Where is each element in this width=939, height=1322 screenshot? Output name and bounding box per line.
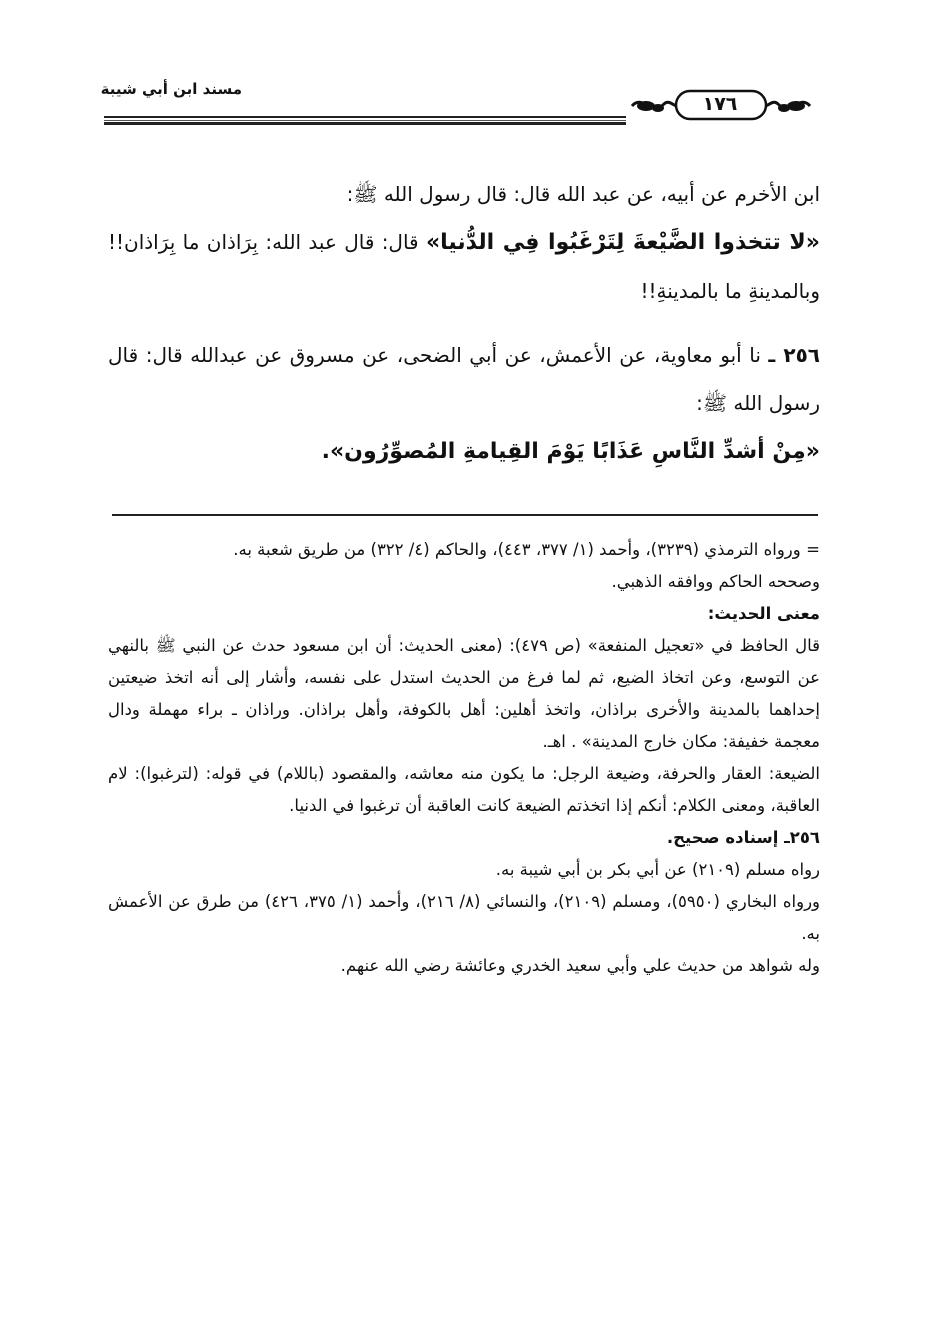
hadith-quote-2: «مِنْ أشدِّ النَّاسِ عَذَابًا يَوْمَ القِيامةِ المُصوِّرُون». <box>321 439 820 464</box>
footnote-paragraph: ورواه البخاري (٥٩٥٠)، ومسلم (٢١٠٩)، والنسائي (٨/ ٢١٦)، وأحمد (١/ ٣٧٥، ٤٢٦) من طرق عن الأعمش به. <box>108 892 821 943</box>
narration-continuation: قال: قال عبد الله: بِرَاذان ما بِرَاذان!! وبالمدينةِ ما بالمدينةِ!! <box>108 230 820 303</box>
footnotes <box>108 534 820 982</box>
main-paragraph-3 <box>108 427 820 476</box>
footnote-line: وصححه الحاكم ووافقه الذهبي. <box>611 572 820 591</box>
footnote-separator <box>112 514 818 516</box>
main-paragraph-2 <box>108 331 820 427</box>
hadith-chain: نا أبو معاوية، عن الأعمش، عن أبي الضحى، عن مسروق عن عبدالله قال: قال رسول الله ﷺ: <box>108 343 820 415</box>
main-paragraph-1 <box>108 170 820 315</box>
continuation-marker: = <box>806 540 820 559</box>
hadith-number: ٢٥٦ ـ <box>768 343 820 367</box>
chain-line: ابن الأخرم عن أبيه، عن عبد الله قال: قال رسول الله ﷺ: <box>346 182 820 206</box>
header-rule <box>104 116 626 125</box>
footnote-line: وله شواهد من حديث علي وأبي سعيد الخدري وعائشة رضي الله عنهم. <box>340 956 820 975</box>
footnote-line: = ورواه الترمذي (٣٢٣٩)، وأحمد (١/ ٣٧٧، ٤٤٣)، والحاكم (٤/ ٣٢٢) من طريق شعبة به. <box>108 534 820 566</box>
page-number: ١٧٦ <box>702 93 738 115</box>
footnote-paragraph: الضيعة: العقار والحرفة، وضيعة الرجل: ما يكون منه معاشه، والمقصود (باللام) في قوله: (لترغبوا): لام العاقبة، ومعنى الكلام: أنكم إذا اتخذتم الضيعة كانت العاقبة أن ترغبوا في الدنيا. <box>108 764 820 815</box>
hadith-quote-1: «لا تتخذوا الضَّيْعةَ لِتَرْغَبُوا فِي الدُّنيا» <box>425 230 820 255</box>
footnote-heading: معنى الحديث: <box>707 604 820 623</box>
footnote-line: رواه مسلم (٢١٠٩) عن أبي بكر بن أبي شيبة به. <box>495 860 820 879</box>
footnote-heading: ٢٥٦ـ إسناده صحيح. <box>666 828 820 847</box>
main-text <box>108 170 820 476</box>
footnote-paragraph: قال الحافظ في «تعجيل المنفعة» (ص ٤٧٩): (معنى الحديث: أن ابن مسعود حدث عن النبي ﷺ بالنهي عن التوسع، وعن اتخاذ الضيع، ثم لما فرغ من الحديث استدل على نفسه، وأشار إلى أنه اتخذ ضيعتين إحداهما بالمدينة والأخرى براذان، واتخذ أهلين: أهل بالكوفة، وأهل براذان. وراذان ـ براء مهملة ودال معجمة خفيفة: مكان خارج المدينة» . اهـ. <box>108 636 820 751</box>
running-title: مسند ابن أبي شيبة <box>100 80 242 98</box>
